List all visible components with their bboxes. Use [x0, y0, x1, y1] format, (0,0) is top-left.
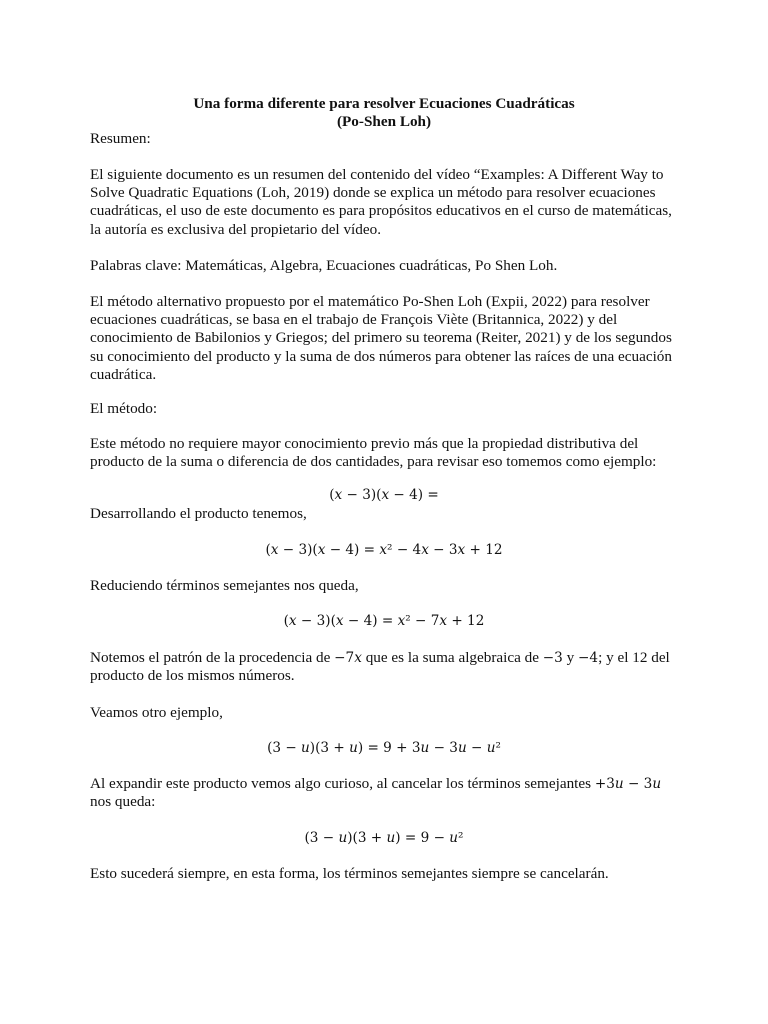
pattern-line-2: producto de los mismos números. — [90, 667, 295, 685]
pattern-line-1 — [90, 649, 690, 667]
document-title: Una forma diferente para resolver Ecuaciones Cuadráticas — [193, 95, 575, 112]
method-intro-line: conocimiento de Babilonios y Griegos; del primero su teorema (Reiter, 2021) y de los segundos — [90, 329, 672, 347]
intro-line: cuadráticas, el uso de este documento es para propósitos educativos en el curso de matemáticas, — [90, 202, 672, 220]
pattern-paragraph — [90, 649, 690, 685]
intro-paragraph — [90, 166, 690, 239]
reducing-text: Reduciendo términos semejantes nos queda, — [90, 577, 359, 594]
another-example-text: Veamos otro ejemplo, — [90, 704, 223, 721]
expand-line-1 — [90, 775, 690, 793]
pattern-text: que es la suma algebraica de — [361, 649, 543, 666]
equation-4: (3 − 𝑢)(3 + 𝑢) = 9 + 3𝑢 − 3𝑢 − 𝑢² — [267, 740, 501, 756]
pattern-math: −7𝑥 — [334, 650, 362, 666]
pattern-text: y — [562, 649, 579, 666]
keywords-line: Palabras clave: Matemáticas, Algebra, Ecuaciones cuadráticas, Po Shen Loh. — [90, 257, 558, 274]
always-text: Esto sucederá siempre, en esta forma, los términos semejantes siempre se cancelarán. — [90, 865, 609, 882]
equation-3: (𝑥 − 3)(𝑥 − 4) = 𝑥² − 7𝑥 + 12 — [283, 613, 485, 629]
expand-line-2: nos queda: — [90, 793, 156, 811]
method-description — [90, 435, 690, 471]
expand-math: +3𝑢 − 3𝑢 — [594, 776, 662, 792]
equation-5: (3 − 𝑢)(3 + 𝑢) = 9 − 𝑢² — [304, 830, 464, 846]
intro-line: El siguiente documento es un resumen del contenido del vídeo “Examples: A Different Way to — [90, 166, 664, 183]
method-label: El método: — [90, 400, 158, 417]
intro-line: la autoría es exclusiva del propietario del vídeo. — [90, 220, 381, 238]
document-subtitle: (Po-Shen Loh) — [336, 113, 432, 130]
resumen-label: Resumen: — [90, 130, 151, 147]
expand-text: Al expandir este producto vemos algo curioso, al cancelar los términos semejantes — [90, 775, 595, 792]
expand-paragraph — [90, 775, 690, 811]
method-description-line: producto de la suma o diferencia de dos cantidades, para revisar eso tomemos como ejemplo: — [90, 453, 657, 471]
developing-text: Desarrollando el producto tenemos, — [90, 505, 307, 522]
method-intro-line: cuadrática. — [90, 365, 157, 383]
pattern-math: −4 — [578, 650, 599, 666]
method-description-line: Este método no requiere mayor conocimiento previo más que la propiedad distributiva del — [90, 435, 639, 452]
intro-line: Solve Quadratic Equations (Loh, 2019) donde se explica un método para resolver ecuaciones — [90, 184, 656, 202]
pattern-text: ; y el 12 del — [598, 649, 670, 666]
pattern-math: −3 — [542, 650, 563, 666]
pattern-text: Notemos el patrón de la procedencia de — [90, 649, 335, 666]
equation-2: (𝑥 − 3)(𝑥 − 4) = 𝑥² − 4𝑥 − 3𝑥 + 12 — [265, 542, 503, 558]
method-intro-line: su conocimiento del producto y la suma de dos números para obtener las raíces de una ecuación — [90, 347, 672, 365]
method-intro-line: ecuaciones cuadráticas, se basa en el trabajo de François Viète (Britannica, 2022) y del — [90, 311, 618, 329]
method-intro-line: El método alternativo propuesto por el matemático Po-Shen Loh (Expii, 2022) para resolver — [90, 293, 650, 310]
method-intro-paragraph — [90, 293, 690, 384]
equation-1: (𝑥 − 3)(𝑥 − 4) = — [329, 487, 439, 503]
